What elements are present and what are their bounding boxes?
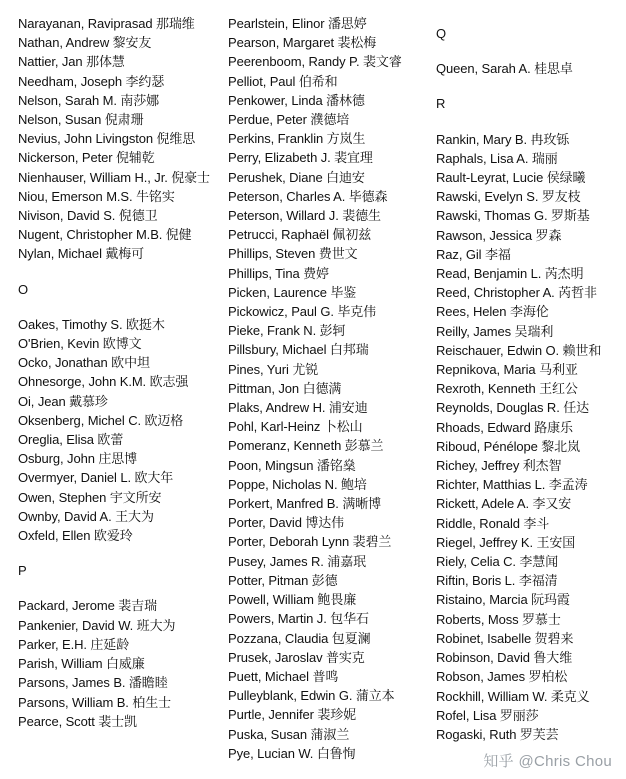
index-entry: Puska, Susan 蒲淑兰 [228,726,350,742]
index-entry: Pittman, Jon 白德满 [228,380,342,396]
index-entry: Purtle, Jennifer 裴珍妮 [228,707,357,723]
index-entry: Puett, Michael 普鸣 [228,668,339,684]
index-entry: Rault-Leyrat, Lucie 侯绿曦 [436,170,586,186]
index-entry: Pye, Lucian W. 白鲁恂 [228,745,356,761]
index-entry: Peterson, Charles A. 毕德森 [228,188,388,204]
index-entry: Rankin, Mary B. 冉玫铄 [436,131,570,147]
index-entry: Rees, Helen 李海伦 [436,304,549,320]
index-column-2 [228,14,426,763]
index-entry: Raz, Gil 李福 [436,246,511,262]
index-entry: Pusey, James R. 浦嘉珉 [228,553,367,569]
index-entry: Perry, Elizabeth J. 裴宜理 [228,150,373,166]
index-entry: Reed, Christopher A. 芮哲非 [436,285,597,301]
index-entry: Robson, James 罗柏松 [436,669,568,685]
index-entry: Nelson, Susan 倪肃珊 [18,112,144,128]
index-entry: Needham, Joseph 李约瑟 [18,73,165,89]
zhihu-watermark: 知乎 @Chris Chou [483,753,612,770]
index-entry: Ristaino, Marcia 阮玛霞 [436,592,570,608]
index-entry: Pearce, Scott 裴士凯 [18,713,137,729]
index-entry: Pohl, Karl-Heinz 卜松山 [228,419,363,435]
index-entry: Ohnesorge, John K.M. 欧志强 [18,374,189,390]
index-entry: Ownby, David A. 王大为 [18,508,154,524]
index-entry: Robinet, Isabelle 贺碧来 [436,630,574,646]
index-entry: Rawski, Thomas G. 罗斯基 [436,208,590,224]
index-column-3 [436,14,622,744]
index-entry: Rofel, Lisa 罗丽莎 [436,707,539,723]
index-entry: Queen, Sarah A. 桂思卓 [436,61,573,77]
index-entry: Overmyer, Daniel L. 欧大年 [18,470,174,486]
index-entry: Pearlstein, Elinor 潘思婷 [228,16,367,31]
index-entry: Perdue, Peter 濮德培 [228,112,350,128]
index-entry: Oxfeld, Ellen 欧爱玲 [18,528,133,544]
index-entry: Perkins, Franklin 方岚生 [228,131,366,147]
index-entry: Read, Benjamin L. 芮杰明 [436,266,584,282]
index-entry: Rockhill, William W. 柔克义 [436,688,590,704]
index-entry: Riegel, Jeffrey K. 王安国 [436,534,576,550]
index-entry: Parsons, William B. 柏生士 [18,694,172,710]
index-entry: Perushek, Diane 白迪安 [228,169,365,185]
index-entry: Oreglia, Elisa 欧蕾 [18,432,124,448]
index-entry: Peterson, Willard J. 裴德生 [228,208,381,224]
index-entry: Poppe, Nicholas N. 鲍培 [228,476,367,492]
index-entry: Nathan, Andrew 黎安友 [18,35,152,51]
index-entry: Riely, Celia C. 李慧闻 [436,554,559,570]
index-entry: Parker, E.H. 庄延龄 [18,636,130,652]
index-entry: Pelliot, Paul 伯希和 [228,73,338,89]
index-entry: Nevius, John Livingston 倪维思 [18,131,196,147]
index-entry: Ocko, Jonathan 欧中坦 [18,355,150,371]
index-entry: Reilly, James 吴瑞利 [436,323,554,339]
index-entry: Owen, Stephen 宇文所安 [18,489,162,505]
index-entry: Osburg, John 庄思博 [18,451,138,467]
index-entry: Peerenboom, Randy P. 裴文睿 [228,54,402,70]
index-entry: Richey, Jeffrey 利杰智 [436,458,562,474]
index-entry: Powers, Martin J. 包华石 [228,611,369,627]
section-letter-p: P [18,563,27,579]
index-entry: Rawson, Jessica 罗森 [436,227,562,243]
index-entry: Parsons, James B. 潘瞻睦 [18,675,168,691]
index-entry: Parish, William 白威廉 [18,656,145,672]
index-entry: Phillips, Tina 费婷 [228,265,329,281]
index-entry: Penkower, Linda 潘林德 [228,92,365,108]
index-entry: Rexroth, Kenneth 王红公 [436,381,578,397]
index-entry: Poon, Mingsun 潘铭燊 [228,457,356,473]
index-entry: Rawski, Evelyn S. 罗友枝 [436,189,581,205]
index-entry: Nienhauser, William H., Jr. 倪豪士 [18,169,210,185]
index-entry: Oi, Jean 戴慕珍 [18,393,108,409]
index-entry: Pulleyblank, Edwin G. 蒲立本 [228,688,395,704]
index-entry: Nattier, Jan 那体慧 [18,54,125,70]
section-letter-r: R [436,96,446,112]
index-entry: Prusek, Jaroslav 普实克 [228,649,365,665]
index-entry: Roberts, Moss 罗慕士 [436,611,561,627]
index-column-1 [18,14,223,731]
index-entry: Rhoads, Edward 路康乐 [436,419,573,435]
index-entry: Riddle, Ronald 李斗 [436,515,550,531]
index-entry: Porter, David 博达伟 [228,515,345,531]
section-letter-q: Q [436,26,447,41]
index-entry: Nugent, Christopher M.B. 倪健 [18,227,192,243]
index-entry: Petrucci, Raphaël 佩初兹 [228,227,372,243]
index-entry: Porter, Deborah Lynn 裴碧兰 [228,534,392,550]
index-entry: Pieke, Frank N. 彭轲 [228,323,346,339]
index-entry: Raphals, Lisa A. 瑞丽 [436,150,558,166]
index-entry: Nickerson, Peter 倪辅乾 [18,150,155,166]
index-entry: O'Brien, Kevin 欧博文 [18,336,142,352]
index-entry: Rogaski, Ruth 罗芙芸 [436,726,559,742]
index-entry: Porkert, Manfred B. 满晰博 [228,496,382,512]
index-entry: Pines, Yuri 尤锐 [228,361,319,377]
index-entry: Reynolds, Douglas R. 任达 [436,400,590,416]
index-entry: Powell, William 鲍畏廉 [228,592,357,608]
index-entry: Riboud, Pénélope 黎北岚 [436,438,580,454]
index-entry: Oksenberg, Michel C. 欧迈格 [18,412,184,428]
index-entry: Nylan, Michael 戴梅可 [18,246,145,262]
index-entry: Picken, Laurence 毕鉴 [228,284,357,300]
index-entry: Pearson, Margaret 裴松梅 [228,35,377,51]
index-entry: Potter, Pitman 彭德 [228,572,338,588]
index-entry: Packard, Jerome 裴吉瑞 [18,598,157,614]
index-entry: Pankenier, David W. 班大为 [18,617,176,633]
index-entry: Plaks, Andrew H. 浦安迪 [228,400,368,416]
index-entry: Nivison, David S. 倪德卫 [18,208,158,224]
index-entry: Nelson, Sarah M. 南莎娜 [18,92,160,108]
index-entry: Pomeranz, Kenneth 彭慕兰 [228,438,384,454]
section-letter-o: O [18,281,29,297]
index-entry: Rickett, Adele A. 李又安 [436,496,572,512]
index-entry: Riftin, Boris L. 李福清 [436,573,558,589]
index-entry: Richter, Matthias L. 李孟涛 [436,477,588,493]
index-entry: Pickowicz, Paul G. 毕克伟 [228,304,377,320]
index-entry: Oakes, Timothy S. 欧挺木 [18,316,165,332]
index-entry: Pillsbury, Michael 白邦瑞 [228,342,369,358]
index-entry: Phillips, Steven 费世文 [228,246,358,262]
index-entry: Repnikova, Maria 马利亚 [436,362,578,378]
index-entry: Narayanan, Raviprasad 那瑞维 [18,16,195,31]
index-entry: Niou, Emerson M.S. 牛铭实 [18,188,175,204]
index-entry: Pozzana, Claudia 包夏澜 [228,630,371,646]
index-entry: Robinson, David 鲁大维 [436,650,573,666]
index-entry: Reischauer, Edwin O. 赖世和 [436,342,602,358]
